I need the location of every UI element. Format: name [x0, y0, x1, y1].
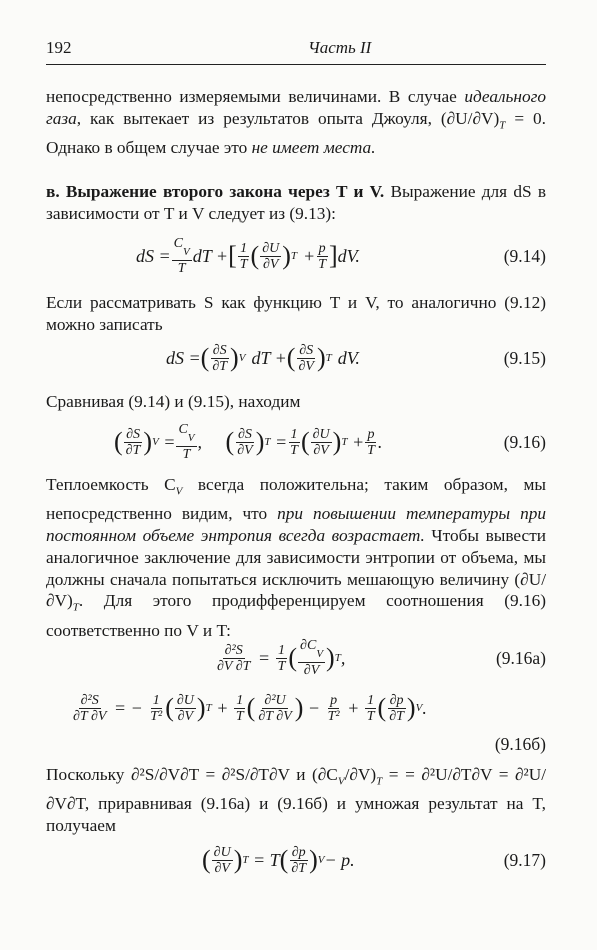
fraction: $\frac{\partial S}{\partial V}$ — [298, 342, 314, 374]
paragraph-3: Если рассматривать S как функцию T и V, то аналогично (9.12) можно записать — [46, 293, 546, 334]
fraction: $\frac{\partial U}{\partial V}$ — [262, 240, 280, 272]
equation-9-14: dS = $\frac{C_V}{T}$ dT + [ $\frac{1}{T}$ ( $\frac{\partial U}{\partial V}$ ) T + $\frac{p}{T}$ ] dV. (9.14) — [136, 236, 546, 276]
paragraph-5: Теплоемкость $C_V$ всегда положительна; таким образом, мы непосредственно видим, что при повышении температуры при постоянном объеме энтропия всегда возрастает. Чтобы вывести аналогичное заключение для зависимости энтропии от объема, мы должны сначала попытаться исключить мешающую величину $(\partial U/\partial V)_T$. Для этого продифференцируем соотношения (9.16) соответственно по V и T: — [46, 475, 547, 640]
fraction: $\frac{\partial p}{\partial T}$ — [389, 692, 404, 724]
fraction: $\frac{1}{\text{T²}}$ — [150, 692, 163, 724]
equation-number: (9.15) — [503, 348, 546, 368]
equation-number: (9.17) — [503, 850, 546, 870]
paragraph-4: Сравнивая (9.14) и (9.15), находим — [46, 392, 301, 411]
text: Выражение для dS в зависимости от T и V следует из (9.13): — [46, 182, 546, 223]
page-number: 192 — [46, 38, 72, 57]
fraction: $\frac{\partial U}{\partial V}$ — [213, 844, 231, 876]
equation-9-17: ( $\frac{\partial U}{\partial V}$ ) T = T ( $\frac{\partial p}{\partial T}$ ) V − p. (9.17) — [202, 844, 546, 876]
fraction: $\frac{C_V}{T}$ — [173, 236, 190, 276]
running-title: Часть II — [308, 38, 372, 57]
equation-number: (9.16a) — [495, 648, 546, 668]
equation-number: (9.16б) — [494, 734, 546, 754]
subscript: T — [499, 119, 506, 132]
equation-number: (9.14) — [503, 246, 546, 266]
equation-9-15: dS = ( $\frac{\partial S}{\partial T}$ ) V dT + ( $\frac{\partial S}{\partial V}$ ) T dV. (9.15) — [166, 342, 546, 374]
fraction: $\frac{1}{T}$ — [277, 642, 286, 674]
fraction: $\frac{1}{T}$ — [290, 426, 298, 458]
fraction: $\frac{\partial U}{\partial V}$ — [176, 692, 194, 724]
fraction: $\frac{\partial S}{\partial V}$ — [237, 426, 253, 458]
header-rule — [46, 64, 546, 65]
page-header — [46, 38, 546, 62]
paragraph-2 — [46, 181, 546, 225]
text: , как вытекает из результатов опыта Джоуля, (∂U/∂V) — [76, 108, 500, 128]
fraction: $\frac{1}{T}$ — [366, 692, 375, 724]
fraction: $\frac{p}{T}$ — [367, 426, 375, 458]
emphasis: идеального газа — [46, 87, 546, 128]
fraction: $\frac{\partial U}{\partial V}$ — [312, 426, 330, 458]
equation-9-16a: $\frac{\text{∂²S}}{\partial V \partial T}$ = $\frac{1}{T}$ ( $\frac{\partial C_V}{\partial V}$ ) T , (9.16a) — [217, 638, 546, 678]
fraction: $\frac{C_V}{T}$ — [178, 422, 195, 462]
equation-9-16: ( $\frac{\partial S}{\partial T}$ ) V = $\frac{C_V}{T}$ , ( $\frac{\partial S}{\partial V}$ ) T = $\frac{1}{T}$ ( $\frac{\partial U}{\partial V}$ ) T + $\frac{p}{T}$ . (9.16) — [114, 422, 546, 462]
text: непосредственно измеряемыми величинами. В случае — [46, 87, 465, 106]
fraction: $\frac{\text{∂²U}}{\partial T \partial V}$ — [258, 692, 292, 724]
eq-lhs: dS = — [136, 245, 171, 266]
equation-9-16b: $\frac{\text{∂²S}}{\partial T \partial V}$ = − $\frac{1}{\text{T²}}$ ( $\frac{\partial U}{\partial V}$ ) T + $\frac{1}{T}$ ( $\frac{\text{∂²U}}{\partial T \partial V}$ ) − $\frac{p}{\text{T²}}$ + $\frac{1}{T}$ ( $\frac{\partial p}{\partial T}$ ) V . (9.16б) — [73, 692, 546, 754]
emphasis: при повышении температуры при постоянном объеме энтропия всегда возрастает. — [46, 504, 546, 546]
equation-number: (9.16) — [503, 432, 546, 452]
fraction: $\frac{\text{∂²S}}{\partial T \partial V}$ — [73, 692, 107, 724]
text: = 0. Однако в общем случае это — [46, 108, 546, 158]
eq-term: dT + — [192, 245, 229, 266]
fraction: $\frac{\partial S}{\partial T}$ — [212, 342, 228, 374]
paragraph-1 — [46, 86, 546, 159]
fraction: $\frac{p}{\text{T²}}$ — [327, 692, 340, 724]
subsection-heading: в. Выражение второго закона через T и V. — [46, 182, 385, 201]
emphasis: не имеет места. — [251, 138, 376, 158]
fraction: $\frac{\partial p}{\partial T}$ — [291, 844, 307, 876]
fraction: $\frac{p}{T}$ — [318, 240, 326, 272]
fraction: $\frac{\partial C_V}{\partial V}$ — [300, 638, 324, 678]
fraction: $\frac{1}{T}$ — [239, 240, 248, 272]
paragraph-6: Поскольку ∂²S/∂V∂T = ∂²S/∂T∂V и $(\partial C_V/\partial V)_T$ = = ∂²U/∂T∂V = ∂²U/∂V∂T, приравнивая (9.16а) и (9.16б) и умножая результат на T, получаем — [46, 765, 546, 836]
fraction: $\frac{\text{∂²S}}{\partial V \partial T}$ — [217, 642, 251, 674]
fraction: $\frac{\partial S}{\partial T}$ — [125, 426, 141, 458]
fraction: $\frac{1}{T}$ — [235, 692, 244, 724]
